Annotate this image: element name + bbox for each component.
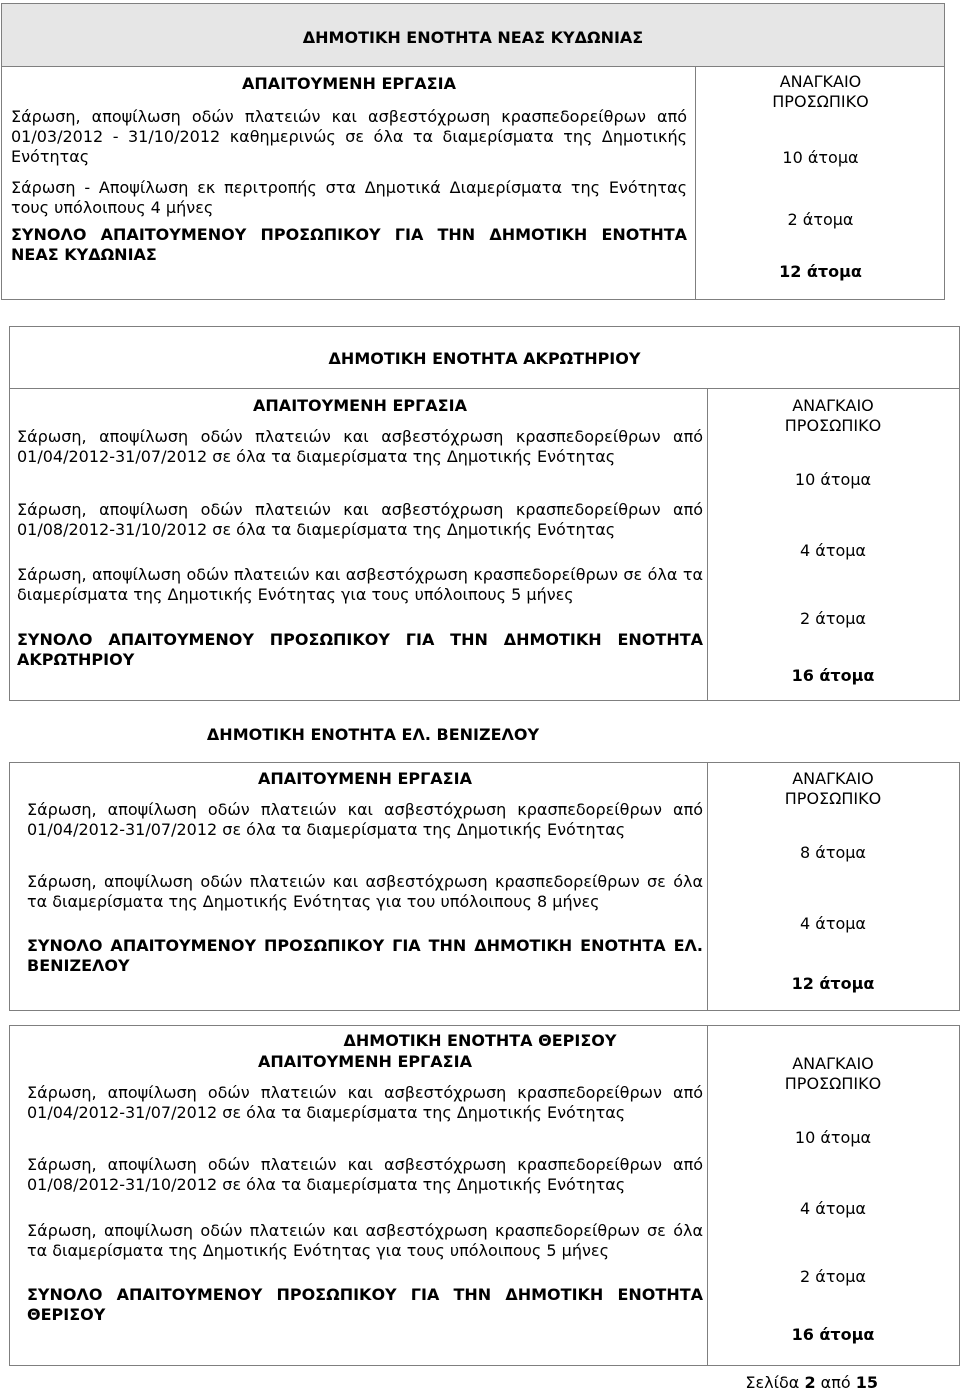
- total-label: ΣΥΝΟΛΟ ΑΠΑΙΤΟΥΜΕΝΟΥ ΠΡΟΣΩΠΙΚΟΥ ΓΙΑ ΤΗΝ ΔΗΜΟΤΙΚΗ ΕΝΟΤΗΤΑ ΝΕΑΣ ΚΥΔΩΝΙΑΣ: [11, 225, 687, 264]
- task-text: Σάρωση, αποψίλωση οδών πλατειών και ασβεστόχρωση κρασπεδορείθρων από 01/04/2012-31/07/2012 σε όλα τα διαμερίσματα της Δημοτικής Ενότητας: [27, 800, 703, 839]
- total-label: ΣΥΝΟΛΟ ΑΠΑΙΤΟΥΜΕΝΟΥ ΠΡΟΣΩΠΙΚΟΥ ΓΙΑ ΤΗΝ ΔΗΜΟΤΙΚΗ ΕΝΟΤΗΤΑ ΑΚΡΩΤΗΡΙΟΥ: [17, 630, 703, 669]
- section-title: [2, 4, 945, 67]
- section-title-text: ΔΗΜΟΤΙΚΗ ΕΝΟΤΗΤΑ ΘΕΡΙΣΟΥ: [343, 1031, 617, 1050]
- section-title-text: ΔΗΜΟΤΙΚΗ ΕΝΟΤΗΤΑ ΕΛ. ΒΕΝΙΖΕΛΟΥ: [206, 725, 540, 744]
- staff-value: 8 άτομα: [800, 843, 866, 862]
- staff-total: 16 άτομα: [791, 666, 875, 685]
- task-text: Σάρωση, αποψίλωση οδών πλατειών και ασβεστόχρωση κρασπεδορείθρων από 01/08/2012-31/10/2012 σε όλα τα διαμερίσματα της Δημοτικής Ενότητας: [27, 1155, 703, 1194]
- work-header: ΑΠΑΙΤΟΥΜΕΝΗ ΕΡΓΑΣΙΑ: [258, 1052, 472, 1071]
- staff-value: 4 άτομα: [800, 914, 866, 933]
- staff-header: [707, 1054, 959, 1094]
- total-label: ΣΥΝΟΛΟ ΑΠΑΙΤΟΥΜΕΝΟΥ ΠΡΟΣΩΠΙΚΟΥ ΓΙΑ ΤΗΝ ΔΗΜΟΤΙΚΗ ΕΝΟΤΗΤΑ ΘΕΡΙΣΟΥ: [27, 1285, 703, 1324]
- staff-header-line2: ΠΡΟΣΩΠΙΚΟ: [784, 416, 882, 435]
- staff-total: 16 άτομα: [791, 1325, 875, 1344]
- page-of: από: [820, 1373, 851, 1392]
- staff-value: 2 άτομα: [800, 609, 866, 628]
- staff-value: 10 άτομα: [782, 148, 859, 167]
- page-current: 2: [804, 1373, 816, 1392]
- work-header: ΑΠΑΙΤΟΥΜΕΝΗ ΕΡΓΑΣΙΑ: [242, 74, 456, 93]
- task-text: Σάρωση - Αποψίλωση εκ περιτροπής στα Δημοτικά Διαμερίσματα της Ενότητας τους υπόλοιπους 4 μήνες: [11, 178, 687, 217]
- staff-header-line1: ΑΝΑΓΚΑΙΟ: [792, 769, 874, 788]
- section-akrotiriou-table: [9, 326, 960, 701]
- staff-value: 10 άτομα: [794, 1128, 872, 1147]
- task-text: Σάρωση, αποψίλωση οδών πλατειών και ασβεστόχρωση κρασπεδορείθρων σε όλα τα διαμερίσματα της Δημοτικής Ενότητας για του υπόλοιπους 8 μήνες: [27, 872, 703, 911]
- staff-value: 10 άτομα: [794, 470, 872, 489]
- page-total: 15: [855, 1373, 878, 1392]
- task-text: Σάρωση, αποψίλωση οδών πλατειών και ασβεστόχρωση κρασπεδορείθρων σε όλα τα διαμερίσματα της Δημοτικής Ενότητας για τους υπόλοιπους 5 μήνες: [27, 1221, 703, 1260]
- work-column: [10, 1026, 708, 1366]
- staff-header: [707, 769, 959, 809]
- page-label: Σελίδα: [745, 1373, 800, 1392]
- staff-total: 12 άτομα: [791, 974, 875, 993]
- staff-total: 12 άτομα: [779, 262, 862, 281]
- task-text: Σάρωση, αποψίλωση οδών πλατειών και ασβεστόχρωση κρασπεδορείθρων σε όλα τα διαμερίσματα της Δημοτικής Ενότητας για τους υπόλοιπους 5 μήνες: [17, 565, 703, 604]
- staff-header-line2: ΠΡΟΣΩΠΙΚΟ: [784, 1074, 882, 1093]
- staff-header-line1: ΑΝΑΓΚΑΙΟ: [792, 396, 874, 415]
- page-number: [745, 1373, 878, 1392]
- staff-header-line1: ΑΝΑΓΚΑΙΟ: [779, 72, 862, 91]
- staff-header-line1: ΑΝΑΓΚΑΙΟ: [792, 1054, 874, 1073]
- staff-header: [696, 72, 945, 112]
- staff-value: 2 άτομα: [800, 1267, 866, 1286]
- staff-value: 4 άτομα: [800, 1199, 866, 1218]
- section-title: [10, 327, 960, 389]
- work-column: [10, 389, 708, 701]
- section-title: [9, 725, 959, 744]
- section-title-text: ΔΗΜΟΤΙΚΗ ΕΝΟΤΗΤΑ ΑΚΡΩΤΗΡΙΟΥ: [328, 349, 641, 368]
- task-text: Σάρωση, αποψίλωση οδών πλατειών και ασβεστόχρωση κρασπεδορείθρων από 01/08/2012-31/10/2012 σε όλα τα διαμερίσματα της Δημοτικής Ενότητας: [17, 500, 703, 539]
- task-text: Σάρωση, αποψίλωση οδών πλατειών και ασβεστόχρωση κρασπεδορείθρων από 01/04/2012-31/07/2012 σε όλα τα διαμερίσματα της Δημοτικής Ενότητας: [27, 1083, 703, 1122]
- total-label: ΣΥΝΟΛΟ ΑΠΑΙΤΟΥΜΕΝΟΥ ΠΡΟΣΩΠΙΚΟΥ ΓΙΑ ΤΗΝ ΔΗΜΟΤΙΚΗ ΕΝΟΤΗΤΑ ΕΛ. ΒΕΝΙΖΕΛΟΥ: [27, 936, 703, 975]
- work-column: [10, 763, 708, 1011]
- staff-header: [707, 396, 959, 436]
- staff-header-line2: ΠΡΟΣΩΠΙΚΟ: [784, 789, 882, 808]
- section-title: [142, 1031, 818, 1050]
- work-column: [2, 67, 696, 300]
- section-title-text: ΔΗΜΟΤΙΚΗ ΕΝΟΤΗΤΑ ΝΕΑΣ ΚΥΔΩΝΙΑΣ: [302, 28, 644, 47]
- staff-header-line2: ΠΡΟΣΩΠΙΚΟ: [772, 92, 869, 111]
- task-text: Σάρωση, αποψίλωση οδών πλατειών και ασβεστόχρωση κρασπεδορείθρων από 01/03/2012 - 31/10/2012 καθημερινώς σε όλα τα διαμερίσματα της Δημοτικής Ενότητας: [11, 107, 687, 166]
- staff-value: 2 άτομα: [787, 210, 854, 229]
- task-text: Σάρωση, αποψίλωση οδών πλατειών και ασβεστόχρωση κρασπεδορείθρων από 01/04/2012-31/07/2012 σε όλα τα διαμερίσματα της Δημοτικής Ενότητας: [17, 427, 703, 466]
- work-header: ΑΠΑΙΤΟΥΜΕΝΗ ΕΡΓΑΣΙΑ: [258, 769, 472, 788]
- work-header: ΑΠΑΙΤΟΥΜΕΝΗ ΕΡΓΑΣΙΑ: [253, 396, 467, 415]
- staff-value: 4 άτομα: [800, 541, 866, 560]
